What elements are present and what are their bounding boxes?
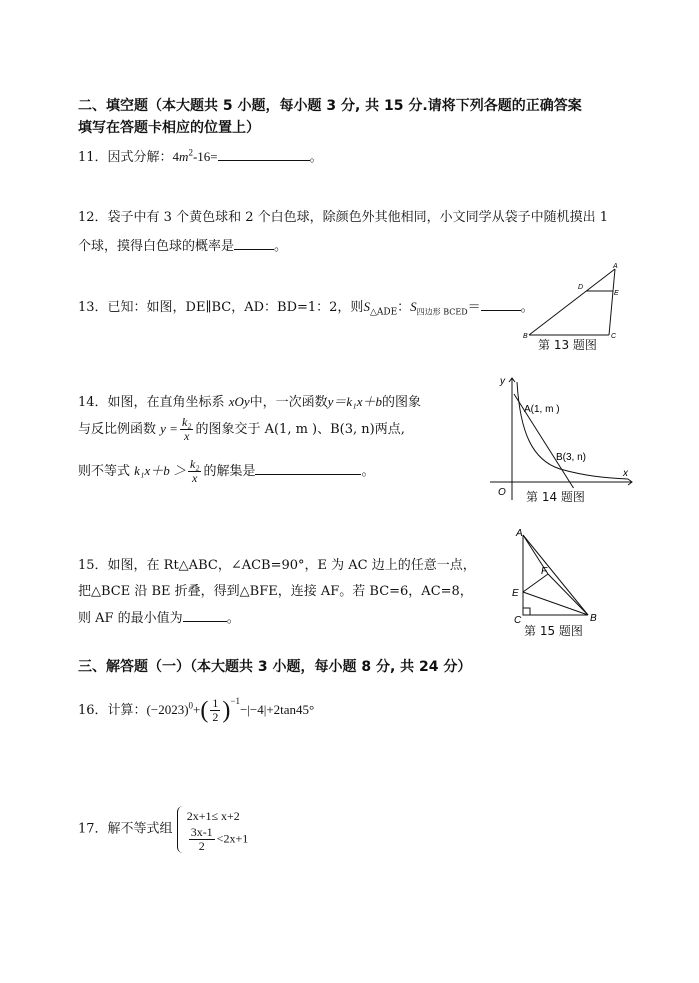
label-C: C — [514, 615, 522, 626]
question-17: 17．解不等式组 2x+1≤ x+2 $\frac{3x-1}{2}$ <2x+1 — [78, 806, 248, 853]
question-14-line2: 与反比例函数 y = $\frac{\text{k₂}}{x}$ 的图象交于 A(1, m )、B(3, n)两点, — [78, 415, 405, 443]
label-A: A — [516, 528, 523, 539]
inequality-row-1: 2x+1≤ x+2 — [186, 809, 240, 823]
answer-blank-12[interactable] — [234, 236, 274, 250]
question-13: 13．已知：如图，DE∥BC，AD：BD=1：2，则$S_{\triangle ADE}$：$S_{四边形 BCED}=$ 。 — [78, 299, 534, 318]
inequality-system — [177, 806, 249, 853]
label-A-point: A(1, m ) — [524, 404, 560, 415]
answer-blank-11[interactable] — [218, 147, 310, 161]
figure-15-caption: 第 15 题图 — [524, 624, 583, 638]
question-12-line1: 12．袋子中有 3 个黄色球和 2 个白色球，除颜色外其他相同，小文同学从袋子中随机摸出 1 — [78, 210, 609, 225]
label-C: C — [611, 333, 617, 340]
line-BA — [529, 269, 615, 335]
label-B: B — [590, 613, 597, 624]
section3-heading: 三、解答题（一）（本大题共 3 小题，每小题 8 分, 共 24 分） — [78, 659, 472, 675]
question-15-line2: 把△BCE 沿 BE 折叠，得到△BFE，连接 AF。若 BC=6，AC=8， — [78, 584, 473, 599]
fraction-k2-over-x: $\frac{\text{k₂}}{x}$ — [181, 415, 192, 443]
answer-blank-15[interactable] — [183, 608, 227, 622]
question-14-line1: 14．如图，在直角坐标系 xOy中，一次函数y＝k₁x＋b的图象 — [78, 394, 421, 410]
line-AC — [609, 269, 615, 335]
fraction-3x-1-over-2: $\frac{3x-1}{2}$ — [190, 825, 213, 853]
right-angle-mark — [523, 608, 530, 615]
question-16: 16．计算：$(-2023)^0+$( $\frac{1}{2}$ )$^{-1}$−|−4|+2tan45° — [78, 696, 315, 724]
fraction-one-half: $\frac{1}{2}$ — [212, 696, 219, 724]
label-B-point: B(3, n) — [556, 452, 587, 463]
label-O: O — [498, 487, 506, 498]
inequality-row-2: $\frac{3x-1}{2}$ <2x+1 — [190, 825, 249, 853]
figure-14-caption: 第 14 题图 — [526, 490, 585, 504]
section2-heading-line2: 填写在答题卡相应的位置上） — [78, 120, 260, 136]
figure-13-caption: 第 13 题图 — [538, 338, 597, 352]
label-B: B — [523, 333, 528, 340]
question-15-line1: 15．如图，在 Rt△ABC，∠ACB=90°，E 为 AC 边上的任意一点， — [78, 558, 476, 573]
figure-13 — [515, 262, 625, 342]
line-FB — [548, 574, 588, 615]
answer-blank-14[interactable] — [255, 461, 361, 475]
question-15-line3: 则 AF 的最小值为 。 — [78, 608, 240, 629]
label-A: A — [613, 263, 618, 270]
question-11: 11．因式分解：$4m^2-16=$ 。 — [78, 147, 323, 165]
label-E: E — [512, 588, 519, 599]
section2-heading-line1: 二、填空题（本大题共 5 小题，每小题 3 分, 共 15 分.请将下列各题的正确答案 — [78, 98, 582, 114]
hyperbola-curve — [517, 382, 628, 479]
label-F: F — [541, 566, 548, 577]
label-D: D — [578, 284, 584, 291]
label-x: x — [623, 468, 628, 479]
question-14-line3: 则不等式 k₁x＋b ＞ $\frac{\text{k₂}}{x}$ 的解集是 。 — [78, 457, 375, 485]
label-E: E — [614, 290, 619, 297]
fraction-k2-over-x-2: $\frac{\text{k₂}}{x}$ — [189, 457, 200, 485]
label-y: y — [500, 376, 505, 387]
question-12-line2: 个球，摸得白色球的概率是 。 — [78, 236, 287, 257]
figure-15 — [510, 528, 605, 628]
figure-14 — [490, 372, 640, 502]
